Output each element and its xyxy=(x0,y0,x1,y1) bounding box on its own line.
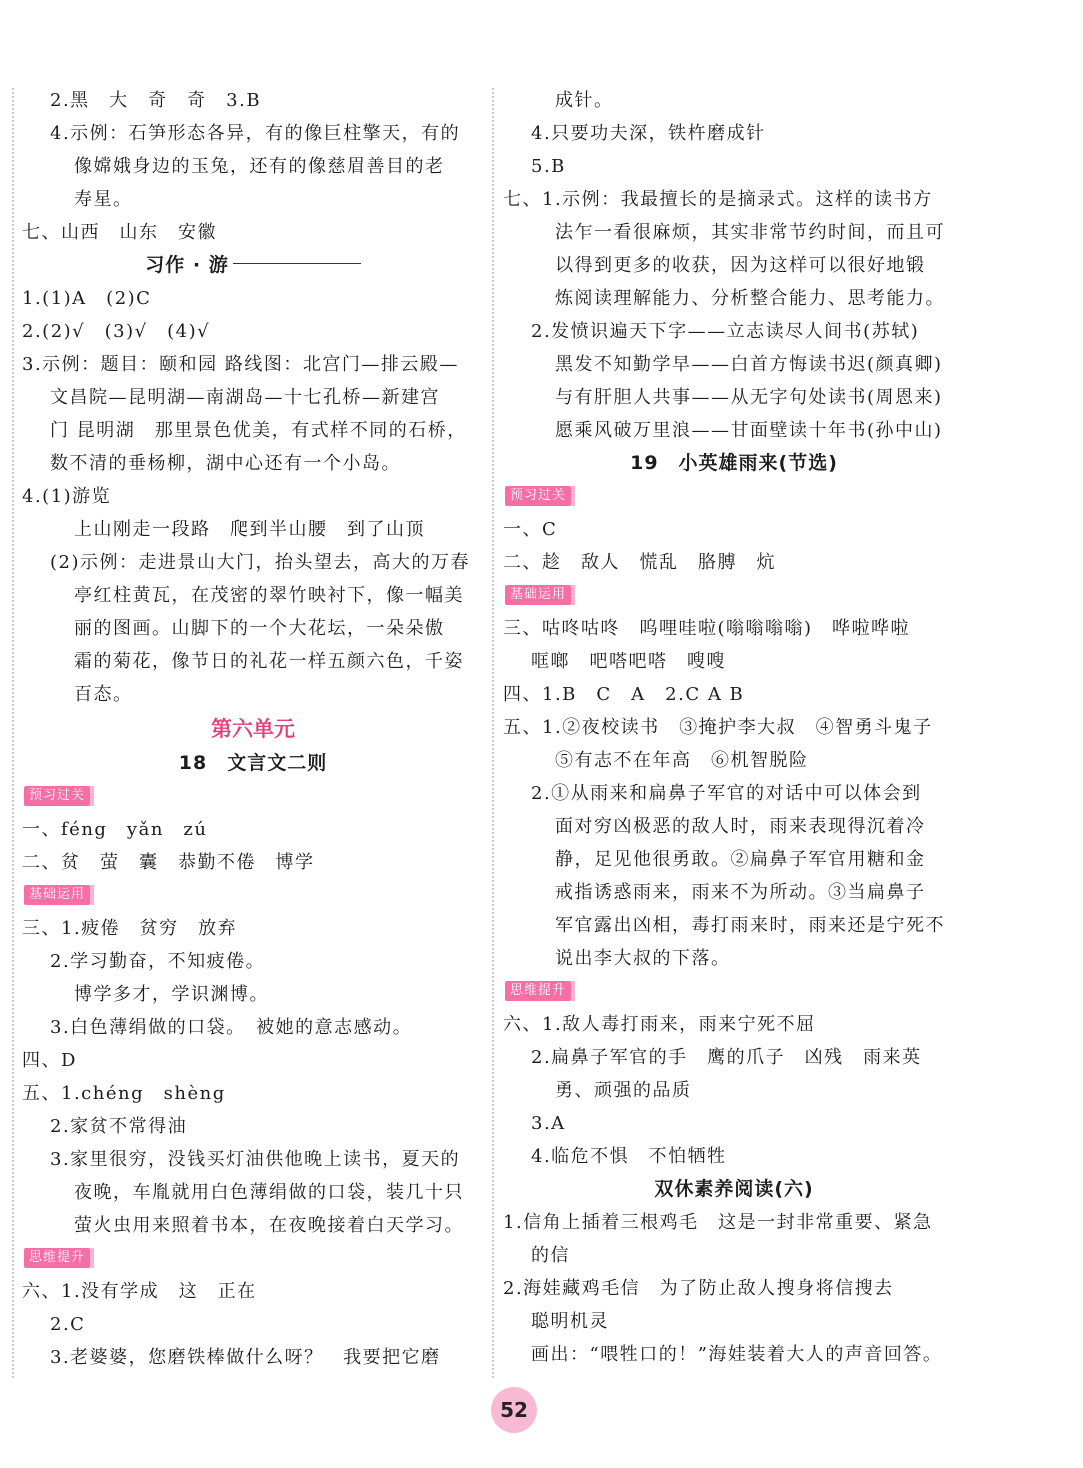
section-heading-text: 习作 · 游 xyxy=(145,254,229,276)
left-margin-divider xyxy=(12,88,14,1378)
text-line: 2.C xyxy=(50,1314,86,1335)
text-line: 军官露出凶相，毒打雨来时，雨来还是宁死不 xyxy=(555,915,945,936)
text-line: 六、1.敌人毒打雨来，雨来宁死不屈 xyxy=(503,1014,816,1035)
tag-row xyxy=(503,975,965,1008)
text-line: 静，足见他很勇敢。②扁鼻子军官用糖和金 xyxy=(555,849,926,870)
section-heading: 双休素养阅读(六) xyxy=(654,1178,814,1200)
text-line: 4.临危不惧 不怕牺牲 xyxy=(531,1146,727,1167)
section-tag: 基础运用 xyxy=(505,585,571,605)
section-tag: 预习过关 xyxy=(505,486,571,506)
text-line: 1.信角上插着三根鸡毛 这是一封非常重要、紧急 xyxy=(503,1212,933,1233)
text-line: 4.只要功夫深，铁杵磨成针 xyxy=(531,123,766,144)
text-line: 与有肝胆人共事——从无字句处读书(周恩来) xyxy=(555,387,943,408)
text-line: 四、D xyxy=(22,1050,77,1071)
text-line: 五、1.chéng shèng xyxy=(22,1083,226,1104)
text-line: 一、féng yǎn zú xyxy=(22,819,208,840)
text-line: 五、1.②夜校读书 ③掩护李大叔 ④智勇斗鬼子 xyxy=(503,717,933,738)
text-line: 霜的菊花，像节日的礼花一样五颜六色，千姿 xyxy=(74,651,464,672)
tag-row xyxy=(503,480,965,513)
text-line: (2)示例：走进景山大门，抬头望去，高大的万春 xyxy=(50,552,470,573)
text-line: 3.家里很穷，没钱买灯油供他晚上读书，夏天的 xyxy=(50,1149,461,1170)
text-line: 二、贫 萤 囊 恭勤不倦 博学 xyxy=(22,852,315,873)
tag-row xyxy=(22,879,484,912)
page-number: 52 xyxy=(491,1387,537,1433)
text-line: 以得到更多的收获，因为这样可以很好地锻 xyxy=(555,255,926,276)
text-line: 门 昆明湖 那里景色优美，有式样不同的石桥， xyxy=(50,420,467,441)
text-line: 法乍一看很麻烦，其实非常节约时间，而且可 xyxy=(555,222,945,243)
text-line: 寿星。 xyxy=(74,189,133,210)
section-tag: 思维提升 xyxy=(24,1248,90,1268)
text-line: 七、山西 山东 安徽 xyxy=(22,222,217,243)
text-line: 面对穷凶极恶的敌人时，雨来表现得沉着冷 xyxy=(555,816,926,837)
text-line: 2.①从雨来和扁鼻子军官的对话中可以体会到 xyxy=(531,783,922,804)
tag-row xyxy=(503,579,965,612)
text-line: 3.示例：题目：颐和园 路线图：北宫门—排云殿— xyxy=(22,354,459,375)
text-line: 三、咕咚咕咚 呜哩哇啦(嗡嗡嗡嗡) 哗啦哗啦 xyxy=(503,618,911,639)
text-line: 炼阅读理解能力、分析整合能力、思考能力。 xyxy=(555,288,945,309)
text-line: 百态。 xyxy=(74,684,133,705)
text-line: 5.B xyxy=(531,156,566,177)
text-line: 2.发愤识遍天下字——立志读尽人间书(苏轼) xyxy=(531,321,920,342)
text-line: 2.黑 大 奇 奇 3.B xyxy=(50,90,262,111)
text-line: 4.(1)游览 xyxy=(22,486,112,507)
text-line: 成针。 xyxy=(555,90,614,111)
text-line: 2.扁鼻子军官的手 鹰的爪子 凶残 雨来英 xyxy=(531,1047,922,1068)
text-line: ⑤有志不在年高 ⑥机智脱险 xyxy=(555,750,809,771)
text-line: 画出：“喂牲口的！”海娃装着大人的声音回答。 xyxy=(531,1344,943,1365)
text-line: 七、1.示例：我最擅长的是摘录式。这样的读书方 xyxy=(503,189,933,210)
text-line: 萤火虫用来照着书本，在夜晚接着白天学习。 xyxy=(74,1215,464,1236)
text-line: 夜晚，车胤就用白色薄绢做的口袋，装几十只 xyxy=(74,1182,464,1203)
text-line: 黑发不知勤学早——白首方悔读书迟(颜真卿) xyxy=(555,354,943,375)
column-divider xyxy=(492,88,494,1378)
text-line: 1.(1)A (2)C xyxy=(22,288,152,309)
text-line: 三、1.疲倦 贫穷 放弃 xyxy=(22,918,238,939)
text-line: 四、1.B C A 2.C A B xyxy=(503,684,745,705)
text-line: 文昌院—昆明湖—南湖岛—十七孔桥—新建宫 xyxy=(50,387,440,408)
text-line: 3.白色薄绢做的口袋。 被她的意志感动。 xyxy=(50,1017,413,1038)
lesson-title: 19 小英雄雨来(节选) xyxy=(630,452,838,474)
text-line: 哐啷 吧嗒吧嗒 嗖嗖 xyxy=(531,651,726,672)
fill-in-blank-line xyxy=(233,249,361,264)
text-line: 丽的图画。山脚下的一个大花坛，一朵朵傲 xyxy=(74,618,445,639)
text-line: 上山刚走一段路 爬到半山腰 到了山顶 xyxy=(74,519,425,540)
text-line: 2.(2)√ (3)√ (4)√ xyxy=(22,321,211,342)
unit-title: 第六单元 xyxy=(211,717,295,741)
section-heading xyxy=(22,249,484,282)
right-column xyxy=(503,84,965,1371)
text-line: 2.海娃藏鸡毛信 为了防止敌人搜身将信搜去 xyxy=(503,1278,894,1299)
text-line: 亭红柱黄瓦，在茂密的翠竹映衬下，像一幅美 xyxy=(74,585,464,606)
tag-row xyxy=(22,1242,484,1275)
text-line: 说出李大叔的下落。 xyxy=(555,948,731,969)
lesson-title: 18 文言文二则 xyxy=(178,752,328,774)
text-line: 的信 xyxy=(531,1245,570,1266)
tag-row xyxy=(22,780,484,813)
text-line: 3.A xyxy=(531,1113,566,1134)
text-line: 2.学习勤奋，不知疲倦。 xyxy=(50,951,266,972)
left-column xyxy=(22,84,484,1374)
section-tag: 预习过关 xyxy=(24,786,90,806)
text-line: 戒指诱惑雨来，雨来不为所动。③当扁鼻子 xyxy=(555,882,926,903)
text-line: 像嫦娥身边的玉兔，还有的像慈眉善目的老 xyxy=(74,156,445,177)
text-line: 博学多才，学识渊博。 xyxy=(74,984,269,1005)
section-tag: 思维提升 xyxy=(505,981,571,1001)
text-line: 愿乘风破万里浪——甘面壁读十年书(孙中山) xyxy=(555,420,943,441)
text-line: 六、1.没有学成 这 正在 xyxy=(22,1281,257,1302)
text-line: 一、C xyxy=(503,519,558,540)
text-line: 数不清的垂杨柳，湖中心还有一个小岛。 xyxy=(50,453,401,474)
section-tag: 基础运用 xyxy=(24,885,90,905)
text-line: 勇、顽强的品质 xyxy=(555,1080,692,1101)
text-line: 2.家贫不常得油 xyxy=(50,1116,188,1137)
text-line: 聪明机灵 xyxy=(531,1311,609,1332)
text-line: 二、趁 敌人 慌乱 胳膊 炕 xyxy=(503,552,776,573)
text-line: 3.老婆婆，您磨铁棒做什么呀？ 我要把它磨 xyxy=(50,1347,441,1368)
text-line: 4.示例：石笋形态各异，有的像巨柱擎天，有的 xyxy=(50,123,461,144)
